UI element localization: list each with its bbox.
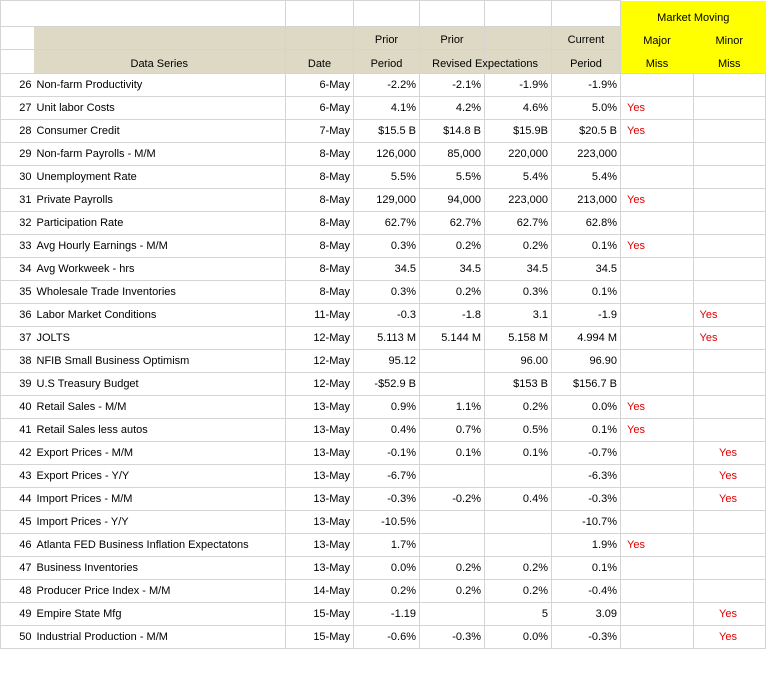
data-series-cell[interactable]: Export Prices - Y/Y [34,465,286,488]
prior-revised-cell[interactable]: -0.3% [420,626,485,649]
major-miss-cell[interactable] [621,304,694,327]
header-cell[interactable] [286,1,354,27]
prior-revised-cell[interactable]: -0.2% [420,488,485,511]
current-period-cell[interactable]: -1.9% [552,74,621,97]
expectations-cell[interactable]: 0.2% [485,557,552,580]
date-cell[interactable]: 8-May [286,281,354,304]
expectations-cell[interactable]: 96.00 [485,350,552,373]
date-cell[interactable]: 8-May [286,258,354,281]
date-cell[interactable]: 6-May [286,74,354,97]
prior-period-cell[interactable]: 0.2% [354,580,420,603]
major-miss-cell[interactable] [621,281,694,304]
header-major[interactable]: Major [621,27,694,50]
minor-miss-cell[interactable]: Yes [693,626,766,649]
row-number-cell[interactable]: 40 [1,396,34,419]
data-series-cell[interactable]: Business Inventories [34,557,286,580]
current-period-cell[interactable]: -0.3% [552,626,621,649]
expectations-cell[interactable]: 0.1% [485,442,552,465]
prior-period-cell[interactable]: 126,000 [354,143,420,166]
expectations-cell[interactable]: -1.9% [485,74,552,97]
row-number-cell[interactable]: 42 [1,442,34,465]
prior-revised-cell[interactable]: 94,000 [420,189,485,212]
current-period-cell[interactable]: $20.5 B [552,120,621,143]
current-period-cell[interactable]: 5.4% [552,166,621,189]
table-row [1,304,766,327]
table-row [1,511,766,534]
minor-miss-cell[interactable]: Yes [693,488,766,511]
major-miss-cell[interactable] [621,511,694,534]
prior-period-cell[interactable]: 0.4% [354,419,420,442]
row-number-cell[interactable]: 32 [1,212,34,235]
minor-miss-cell[interactable] [693,534,766,557]
prior-period-cell[interactable]: -10.5% [354,511,420,534]
major-miss-cell[interactable]: Yes [621,189,694,212]
data-series-cell[interactable]: Export Prices - M/M [34,442,286,465]
prior-period-cell[interactable]: -1.19 [354,603,420,626]
row-number-cell[interactable]: 41 [1,419,34,442]
table-row [1,235,766,258]
prior-period-cell[interactable]: 4.1% [354,97,420,120]
current-period-cell[interactable]: -10.7% [552,511,621,534]
table-row [1,143,766,166]
prior-period-cell[interactable]: -0.6% [354,626,420,649]
expectations-cell[interactable] [485,534,552,557]
header-row-2 [1,50,766,74]
prior-revised-cell[interactable] [420,603,485,626]
minor-miss-cell[interactable]: Yes [693,442,766,465]
data-series-cell[interactable]: Retail Sales less autos [34,419,286,442]
data-series-cell[interactable]: Non-farm Productivity [34,74,286,97]
expectations-cell[interactable]: 0.5% [485,419,552,442]
prior-revised-cell[interactable]: 62.7% [420,212,485,235]
date-cell[interactable]: 15-May [286,626,354,649]
current-period-cell[interactable]: 34.5 [552,258,621,281]
expectations-cell[interactable]: 3.1 [485,304,552,327]
date-cell[interactable]: 13-May [286,511,354,534]
expectations-cell[interactable]: 4.6% [485,97,552,120]
data-series-cell[interactable]: Avg Workweek - hrs [34,258,286,281]
date-cell[interactable]: 7-May [286,120,354,143]
current-period-cell[interactable]: -0.3% [552,488,621,511]
table-row [1,580,766,603]
current-period-cell[interactable]: 3.09 [552,603,621,626]
expectations-cell[interactable]: 0.2% [485,396,552,419]
date-cell[interactable]: 8-May [286,143,354,166]
table-row [1,603,766,626]
major-miss-cell[interactable] [621,166,694,189]
major-miss-cell[interactable] [621,442,694,465]
prior-period-cell[interactable]: 34.5 [354,258,420,281]
minor-miss-cell[interactable] [693,143,766,166]
major-miss-cell[interactable] [621,488,694,511]
prior-revised-cell[interactable]: 0.7% [420,419,485,442]
expectations-cell[interactable] [485,511,552,534]
major-miss-cell[interactable] [621,580,694,603]
data-series-cell[interactable]: Wholesale Trade Inventories [34,281,286,304]
table-row [1,120,766,143]
table-row [1,281,766,304]
major-miss-cell[interactable] [621,143,694,166]
data-series-cell[interactable]: Producer Price Index - M/M [34,580,286,603]
market-moving-header[interactable]: Market Moving [621,1,766,27]
major-miss-cell[interactable]: Yes [621,396,694,419]
minor-miss-cell[interactable] [693,258,766,281]
minor-miss-cell[interactable] [693,166,766,189]
header-cell[interactable] [354,1,420,27]
date-cell[interactable]: 11-May [286,304,354,327]
minor-miss-cell[interactable] [693,189,766,212]
data-series-cell[interactable]: Non-farm Payrolls - M/M [34,143,286,166]
table-row [1,212,766,235]
row-number-cell[interactable]: 35 [1,281,34,304]
major-miss-cell[interactable] [621,327,694,350]
expectations-cell[interactable] [485,465,552,488]
row-number-cell[interactable]: 34 [1,258,34,281]
major-miss-cell[interactable] [621,603,694,626]
prior-revised-cell[interactable]: $14.8 B [420,120,485,143]
data-series-cell[interactable]: Industrial Production - M/M [34,626,286,649]
prior-revised-cell[interactable]: 1.1% [420,396,485,419]
major-miss-cell[interactable] [621,557,694,580]
prior-revised-cell[interactable] [420,350,485,373]
prior-revised-cell[interactable] [420,534,485,557]
current-period-cell[interactable]: -1.9 [552,304,621,327]
expectations-cell[interactable]: 0.2% [485,235,552,258]
current-period-cell[interactable]: 0.1% [552,557,621,580]
row-number-cell[interactable]: 30 [1,166,34,189]
row-number-cell[interactable]: 26 [1,74,34,97]
table-row [1,465,766,488]
prior-period-cell[interactable]: 0.3% [354,281,420,304]
data-series-cell[interactable]: Empire State Mfg [34,603,286,626]
header-cell[interactable] [34,27,286,50]
table-row [1,97,766,120]
date-cell[interactable]: 13-May [286,419,354,442]
minor-miss-cell[interactable]: Yes [693,304,766,327]
row-number-cell[interactable]: 38 [1,350,34,373]
date-cell[interactable]: 12-May [286,350,354,373]
prior-period-cell[interactable]: -0.3 [354,304,420,327]
major-miss-cell[interactable] [621,373,694,396]
prior-revised-cell[interactable]: 34.5 [420,258,485,281]
table-row [1,419,766,442]
date-cell[interactable]: 13-May [286,488,354,511]
current-period-cell[interactable]: 0.0% [552,396,621,419]
prior-revised-cell[interactable]: -2.1% [420,74,485,97]
row-number-cell[interactable]: 27 [1,97,34,120]
current-period-cell[interactable]: 4.994 M [552,327,621,350]
minor-miss-cell[interactable] [693,419,766,442]
major-miss-cell[interactable]: Yes [621,419,694,442]
row-number-cell[interactable]: 31 [1,189,34,212]
data-series-cell[interactable]: Consumer Credit [34,120,286,143]
expectations-cell[interactable]: 0.2% [485,580,552,603]
header-cell[interactable] [34,1,286,27]
date-cell[interactable]: 13-May [286,465,354,488]
row-number-cell[interactable]: 44 [1,488,34,511]
major-miss-cell[interactable] [621,350,694,373]
prior-period-cell[interactable]: 129,000 [354,189,420,212]
prior-period-cell[interactable]: -0.3% [354,488,420,511]
minor-miss-cell[interactable]: Yes [693,603,766,626]
table-row [1,166,766,189]
row-number-cell[interactable]: 50 [1,626,34,649]
row-number-cell[interactable]: 46 [1,534,34,557]
expectations-cell[interactable]: 0.3% [485,281,552,304]
current-period-cell[interactable]: -0.7% [552,442,621,465]
current-period-cell[interactable]: 0.1% [552,281,621,304]
minor-miss-cell[interactable] [693,74,766,97]
current-period-cell[interactable]: 62.8% [552,212,621,235]
prior-revised-cell[interactable]: 0.2% [420,281,485,304]
row-number-cell[interactable]: 28 [1,120,34,143]
table-row [1,350,766,373]
header-major-miss[interactable]: Miss [621,50,694,74]
table-row [1,442,766,465]
row-number-cell[interactable]: 47 [1,557,34,580]
current-period-cell[interactable]: 1.9% [552,534,621,557]
header-cell[interactable] [286,27,354,50]
prior-revised-cell[interactable] [420,465,485,488]
minor-miss-cell[interactable] [693,235,766,258]
major-miss-cell[interactable] [621,212,694,235]
minor-miss-cell[interactable] [693,120,766,143]
major-miss-cell[interactable] [621,258,694,281]
row-number-cell[interactable]: 49 [1,603,34,626]
header-minor[interactable]: Minor [693,27,766,50]
current-period-cell[interactable]: 0.1% [552,419,621,442]
date-cell[interactable]: 8-May [286,189,354,212]
current-period-cell[interactable]: -0.4% [552,580,621,603]
prior-period-cell[interactable]: 0.9% [354,396,420,419]
expectations-cell[interactable]: 0.0% [485,626,552,649]
data-series-cell[interactable]: Unemployment Rate [34,166,286,189]
row-number-cell[interactable]: 45 [1,511,34,534]
prior-revised-cell[interactable]: 5.5% [420,166,485,189]
table-row [1,74,766,97]
date-cell[interactable]: 12-May [286,373,354,396]
table-row [1,534,766,557]
data-series-cell[interactable]: Import Prices - M/M [34,488,286,511]
table-row [1,189,766,212]
header-revised[interactable]: Revised [420,50,485,74]
major-miss-cell[interactable] [621,626,694,649]
expectations-cell[interactable]: 5.4% [485,166,552,189]
prior-period-cell[interactable]: 95.12 [354,350,420,373]
header-prior-revised[interactable]: Prior [420,27,485,50]
header-minor-miss[interactable]: Miss [693,50,766,74]
row-number-cell[interactable]: 37 [1,327,34,350]
prior-revised-cell[interactable]: 4.2% [420,97,485,120]
data-series-cell[interactable]: JOLTS [34,327,286,350]
table-row [1,396,766,419]
data-series-cell[interactable]: Import Prices - Y/Y [34,511,286,534]
table-row [1,488,766,511]
minor-miss-cell[interactable] [693,373,766,396]
minor-miss-cell[interactable]: Yes [693,465,766,488]
prior-period-cell[interactable]: -2.2% [354,74,420,97]
minor-miss-cell[interactable] [693,212,766,235]
table-row [1,327,766,350]
header-prior-period[interactable]: Period [354,50,420,74]
table-row [1,258,766,281]
table-row [1,626,766,649]
date-cell[interactable]: 12-May [286,327,354,350]
header-cell[interactable] [420,1,485,27]
header-prior[interactable]: Prior [354,27,420,50]
data-series-cell[interactable]: Labor Market Conditions [34,304,286,327]
major-miss-cell[interactable] [621,465,694,488]
date-cell[interactable]: 13-May [286,534,354,557]
minor-miss-cell[interactable] [693,350,766,373]
header-current[interactable]: Current [552,27,621,50]
row-number-cell[interactable]: 33 [1,235,34,258]
date-cell[interactable]: 6-May [286,97,354,120]
major-miss-cell[interactable]: Yes [621,534,694,557]
prior-revised-cell[interactable]: 0.2% [420,557,485,580]
date-cell[interactable]: 13-May [286,557,354,580]
data-series-cell[interactable]: U.S Treasury Budget [34,373,286,396]
current-period-cell[interactable]: 5.0% [552,97,621,120]
prior-period-cell[interactable]: -0.1% [354,442,420,465]
expectations-cell[interactable]: 34.5 [485,258,552,281]
prior-period-cell[interactable]: 0.3% [354,235,420,258]
current-period-cell[interactable]: 0.1% [552,235,621,258]
minor-miss-cell[interactable] [693,396,766,419]
prior-period-cell[interactable]: $15.5 B [354,120,420,143]
row-number-cell[interactable]: 43 [1,465,34,488]
table-row [1,557,766,580]
date-cell[interactable]: 13-May [286,396,354,419]
prior-revised-cell[interactable]: -1.8 [420,304,485,327]
header-cell[interactable] [552,1,621,27]
row-number-cell[interactable] [1,50,34,74]
minor-miss-cell[interactable] [693,557,766,580]
minor-miss-cell[interactable] [693,580,766,603]
row-number-cell[interactable]: 48 [1,580,34,603]
expectations-cell[interactable]: $15.9B [485,120,552,143]
header-row-1 [1,27,766,50]
data-series-cell[interactable]: Retail Sales - M/M [34,396,286,419]
prior-period-cell[interactable]: 1.7% [354,534,420,557]
prior-revised-cell[interactable] [420,511,485,534]
date-cell[interactable]: 8-May [286,212,354,235]
expectations-cell[interactable]: 5.158 M [485,327,552,350]
header-current-period[interactable]: Period [552,50,621,74]
header-date[interactable]: Date [286,50,354,74]
major-miss-cell[interactable] [621,74,694,97]
prior-revised-cell[interactable]: 0.1% [420,442,485,465]
date-cell[interactable]: 8-May [286,166,354,189]
current-period-cell[interactable]: $156.7 B [552,373,621,396]
prior-period-cell[interactable]: 5.113 M [354,327,420,350]
prior-period-cell[interactable]: -$52.9 B [354,373,420,396]
prior-period-cell[interactable]: -6.7% [354,465,420,488]
header-expectations[interactable]: Expectations [485,50,552,74]
header-cell[interactable] [485,1,552,27]
prior-period-cell[interactable]: 5.5% [354,166,420,189]
expectations-cell[interactable]: $153 B [485,373,552,396]
prior-revised-cell[interactable]: 85,000 [420,143,485,166]
minor-miss-cell[interactable]: Yes [693,327,766,350]
date-cell[interactable]: 15-May [286,603,354,626]
date-cell[interactable]: 14-May [286,580,354,603]
row-number-cell[interactable]: 29 [1,143,34,166]
major-miss-cell[interactable]: Yes [621,97,694,120]
current-period-cell[interactable]: 96.90 [552,350,621,373]
expectations-cell[interactable]: 62.7% [485,212,552,235]
row-number-cell[interactable] [1,27,34,50]
row-number-cell[interactable]: 36 [1,304,34,327]
row-number-cell[interactable] [1,1,34,27]
data-series-cell[interactable]: NFIB Small Business Optimism [34,350,286,373]
header-row-0 [1,1,766,27]
expectations-cell[interactable]: 0.4% [485,488,552,511]
current-period-cell[interactable]: -6.3% [552,465,621,488]
date-cell[interactable]: 8-May [286,235,354,258]
data-series-cell[interactable]: Atlanta FED Business Inflation Expectatons [34,534,286,557]
data-series-cell[interactable]: Participation Rate [34,212,286,235]
data-series-cell[interactable]: Unit labor Costs [34,97,286,120]
date-cell[interactable]: 13-May [286,442,354,465]
prior-revised-cell[interactable]: 0.2% [420,580,485,603]
current-period-cell[interactable]: 223,000 [552,143,621,166]
minor-miss-cell[interactable] [693,281,766,304]
expectations-cell[interactable]: 223,000 [485,189,552,212]
prior-revised-cell[interactable] [420,373,485,396]
prior-period-cell[interactable]: 0.0% [354,557,420,580]
minor-miss-cell[interactable] [693,97,766,120]
current-period-cell[interactable]: 213,000 [552,189,621,212]
major-miss-cell[interactable]: Yes [621,235,694,258]
expectations-cell[interactable]: 5 [485,603,552,626]
prior-revised-cell[interactable]: 0.2% [420,235,485,258]
major-miss-cell[interactable]: Yes [621,120,694,143]
prior-period-cell[interactable]: 62.7% [354,212,420,235]
prior-revised-cell[interactable]: 5.144 M [420,327,485,350]
expectations-cell[interactable]: 220,000 [485,143,552,166]
header-data-series[interactable]: Data Series [34,50,286,74]
table-row [1,373,766,396]
row-number-cell[interactable]: 39 [1,373,34,396]
data-series-cell[interactable]: Private Payrolls [34,189,286,212]
data-series-cell[interactable]: Avg Hourly Earnings - M/M [34,235,286,258]
header-cell[interactable] [485,27,552,50]
minor-miss-cell[interactable] [693,511,766,534]
